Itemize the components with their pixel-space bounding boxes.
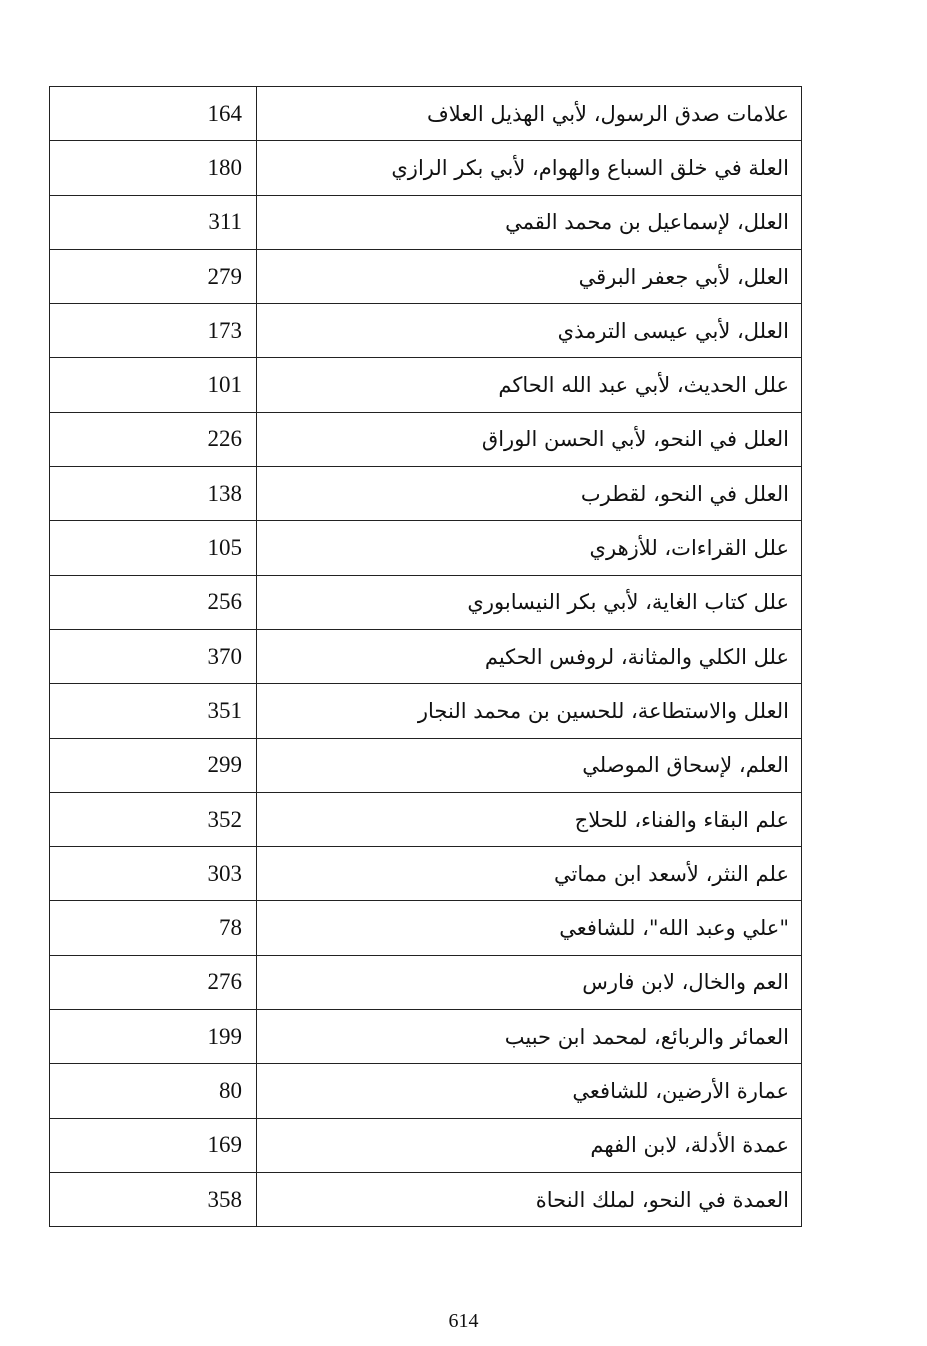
table-row xyxy=(50,304,802,358)
page-reference: 199 xyxy=(50,1010,257,1064)
page-reference: 180 xyxy=(50,141,257,195)
table-row xyxy=(50,412,802,466)
book-title: العمدة في النحو، لملك النحاة xyxy=(257,1172,802,1226)
table-row xyxy=(50,847,802,901)
page-reference: 299 xyxy=(50,738,257,792)
table-row xyxy=(50,738,802,792)
page-reference: 370 xyxy=(50,629,257,683)
table-row xyxy=(50,955,802,1009)
book-title: علل القراءات، للأزهري xyxy=(257,521,802,575)
table-row xyxy=(50,141,802,195)
book-title: "علي وعبد الله"، للشافعي xyxy=(257,901,802,955)
book-title: علم النثر، لأسعد ابن مماتي xyxy=(257,847,802,901)
table-row xyxy=(50,358,802,412)
table-row xyxy=(50,1010,802,1064)
index-table xyxy=(49,86,802,1227)
book-title: العلل والاستطاعة، للحسين بن محمد النجار xyxy=(257,684,802,738)
page-reference: 358 xyxy=(50,1172,257,1226)
table-row xyxy=(50,521,802,575)
page-reference: 226 xyxy=(50,412,257,466)
page-reference: 276 xyxy=(50,955,257,1009)
table-row xyxy=(50,1118,802,1172)
index-body xyxy=(50,87,802,1227)
book-title: العلل، لأبي عيسى الترمذي xyxy=(257,304,802,358)
page-reference: 105 xyxy=(50,521,257,575)
book-title: علل الكلي والمثانة، لروفس الحكيم xyxy=(257,629,802,683)
book-title: العلل، لأبي جعفر البرقي xyxy=(257,249,802,303)
page-reference: 256 xyxy=(50,575,257,629)
page-reference: 352 xyxy=(50,792,257,846)
page-reference: 173 xyxy=(50,304,257,358)
table-row xyxy=(50,249,802,303)
table-row xyxy=(50,1064,802,1118)
table-row xyxy=(50,1172,802,1226)
page-reference: 101 xyxy=(50,358,257,412)
book-title: العلم، لإسحاق الموصلي xyxy=(257,738,802,792)
book-title: العلل في النحو، لأبي الحسن الوراق xyxy=(257,412,802,466)
book-title: علل كتاب الغاية، لأبي بكر النيسابوري xyxy=(257,575,802,629)
book-title: العمائر والربائع، لمحمد ابن حبيب xyxy=(257,1010,802,1064)
book-title: علامات صدق الرسول، لأبي الهذيل العلاف xyxy=(257,87,802,141)
page-reference: 303 xyxy=(50,847,257,901)
book-title: علل الحديث، لأبي عبد الله الحاكم xyxy=(257,358,802,412)
book-title: العلل في النحو، لقطرب xyxy=(257,467,802,521)
table-row xyxy=(50,629,802,683)
book-title: علم البقاء والفناء، للحلاج xyxy=(257,792,802,846)
table-row xyxy=(50,195,802,249)
table-row xyxy=(50,684,802,738)
page-reference: 169 xyxy=(50,1118,257,1172)
table-row xyxy=(50,901,802,955)
table-row xyxy=(50,575,802,629)
page-reference: 138 xyxy=(50,467,257,521)
table-row xyxy=(50,467,802,521)
book-title: العم والخال، لابن فارس xyxy=(257,955,802,1009)
page-number: 614 xyxy=(448,1310,479,1332)
book-title: العلل، لإسماعيل بن محمد القمي xyxy=(257,195,802,249)
page-reference: 351 xyxy=(50,684,257,738)
page-reference: 279 xyxy=(50,249,257,303)
table-row xyxy=(50,792,802,846)
page-reference: 164 xyxy=(50,87,257,141)
page-reference: 80 xyxy=(50,1064,257,1118)
page-reference: 311 xyxy=(50,195,257,249)
page-reference: 78 xyxy=(50,901,257,955)
book-title: العلة في خلق السباع والهوام، لأبي بكر الرازي xyxy=(257,141,802,195)
table-row xyxy=(50,87,802,141)
book-title: عمدة الأدلة، لابن الفهم xyxy=(257,1118,802,1172)
book-title: عمارة الأرضين، للشافعي xyxy=(257,1064,802,1118)
